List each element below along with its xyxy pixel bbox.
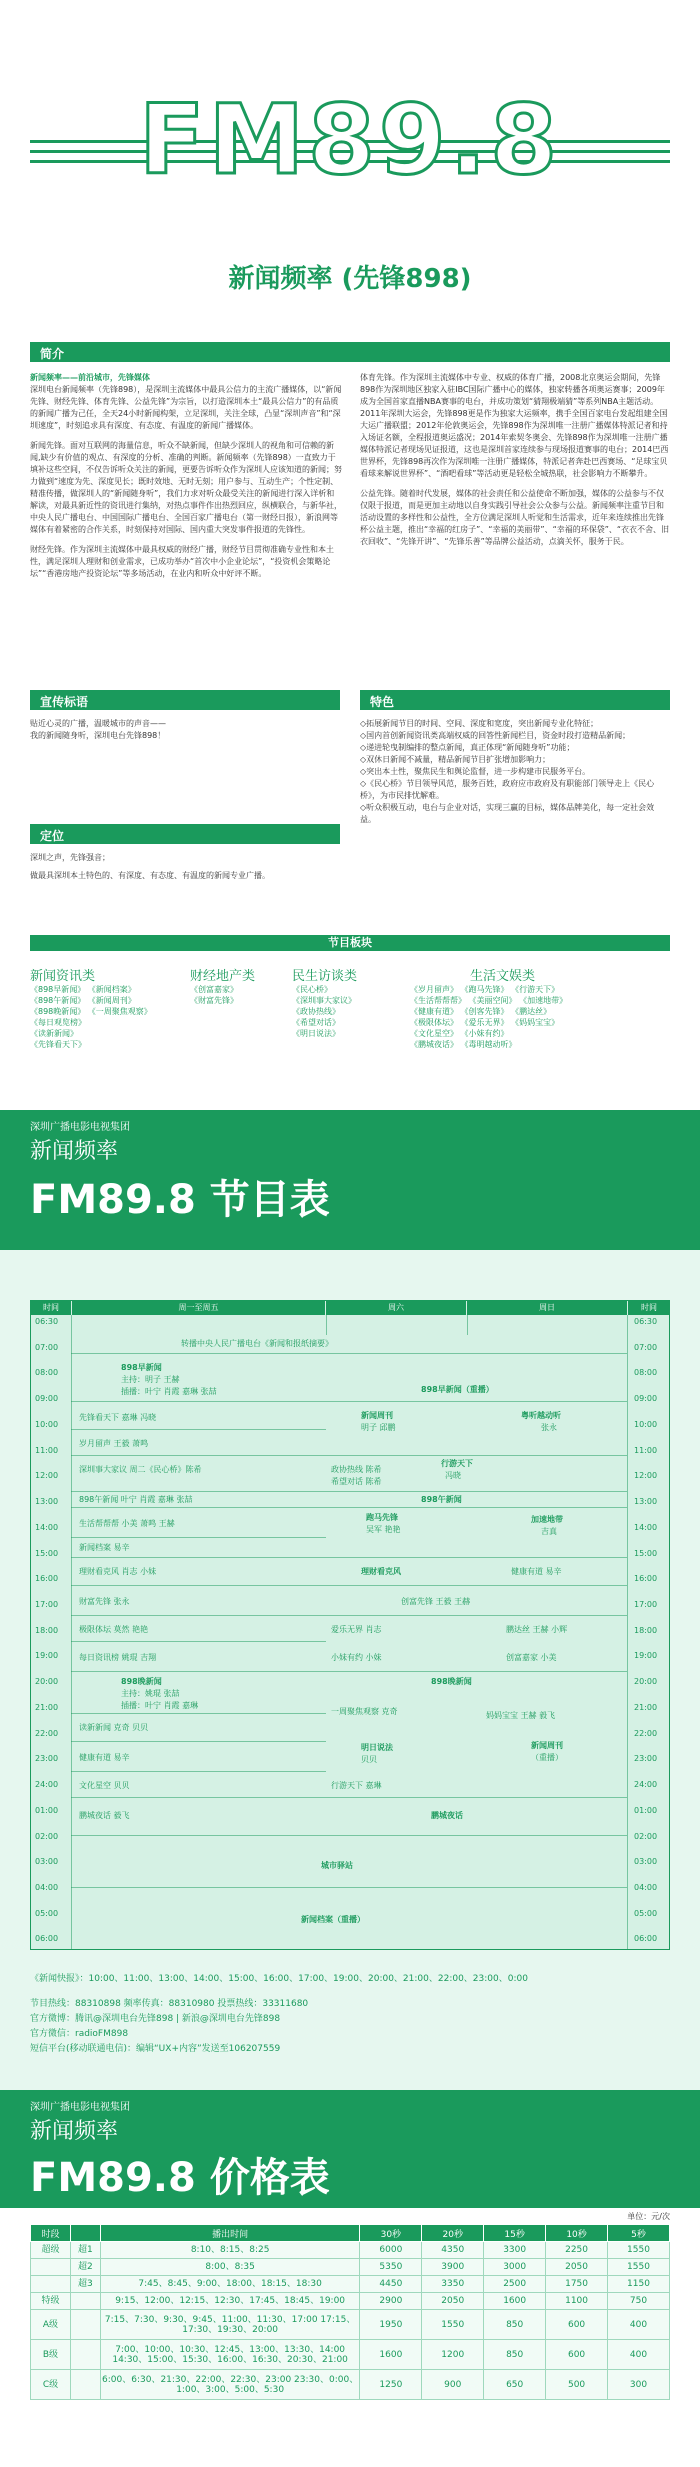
program-item: 《创富嘉家》 — [190, 985, 238, 994]
sched-cell: 加速地带 — [531, 1515, 563, 1524]
price-row — [31, 2293, 670, 2310]
sched-cell: 理财看克风 肖志 小妹 — [79, 1567, 157, 1576]
time-label: 12:00 — [35, 1471, 59, 1481]
price-cell: 超2 — [70, 2259, 100, 2276]
slogan-list — [30, 718, 340, 742]
price-row — [31, 2276, 670, 2293]
time-label: 04:00 — [35, 1882, 59, 1892]
banner-title: FM89.8 节目表 — [30, 1177, 330, 1223]
sched-cell: 粤听越动听 — [521, 1411, 561, 1420]
sched-cell: 希望对话 陈希 — [331, 1477, 382, 1486]
program-item: 《岁月留声》 《跑马先锋》 《行游天下》 — [410, 985, 560, 994]
program-item: 《读新新闻》 — [30, 1029, 78, 1038]
price-cell: 超3 — [70, 2276, 100, 2293]
time-label: 22:00 — [35, 1728, 59, 1738]
time-label: 04:00 — [634, 1882, 658, 1892]
sched-cell: 插播：叶宁 肖霞 嘉琳 — [121, 1701, 199, 1710]
price-row — [31, 2370, 670, 2400]
price-row — [31, 2242, 670, 2259]
price-cell: 超级 — [31, 2242, 71, 2259]
price-header: 15秒 — [484, 2225, 546, 2242]
feature-item: ◇国内首创新闻资讯类高端权威的回答性新闻栏目，资金时段打造精品新闻； — [360, 731, 631, 740]
price-cell: 3900 — [422, 2259, 484, 2276]
time-label: 03:00 — [634, 1857, 658, 1867]
schedule-grid — [30, 1300, 670, 1950]
feature-item: ◇递进轮曳制编排的整点新闻，真正体现“新闻随身听”功能； — [360, 743, 575, 752]
sched-cell: 文化星空 贝贝 — [79, 1781, 130, 1790]
price-cell: 400 — [608, 2310, 670, 2340]
program-item: 《文化星空》 《小妹有约》 — [410, 1029, 509, 1038]
program-item: 《每日观览榜》 — [30, 1018, 86, 1027]
price-cell: 特级 — [31, 2293, 71, 2310]
price-table — [30, 2224, 670, 2400]
position-item: 做最具深圳本土特色的、有深度、有态度、有温度的新闻专业广播。 — [30, 871, 270, 880]
logo: FM89.8 — [139, 84, 561, 196]
time-label: 20:00 — [634, 1677, 658, 1687]
program-col — [410, 965, 672, 1050]
price-header: 播出时间 — [100, 2225, 360, 2242]
sched-cell: 读新新闻 克奇 贝贝 — [79, 1723, 149, 1732]
price-cell: 1550 — [608, 2259, 670, 2276]
sched-cell: 898午新闻 叶宁 肖霞 嘉琳 张喆 — [79, 1495, 193, 1504]
sched-cell: 插播：叶宁 肖霞 嘉琳 张喆 — [121, 1387, 217, 1396]
program-item: 《鹏城夜话》 《毒明越动听》 — [410, 1040, 517, 1049]
grid-line — [71, 1641, 326, 1642]
time-label: 06:30 — [35, 1317, 59, 1326]
sched-cell: 创富先锋 王毅 王赫 — [401, 1597, 471, 1606]
price-header: 10秒 — [546, 2225, 608, 2242]
price-cell — [31, 2276, 71, 2293]
time-label: 11:00 — [35, 1445, 59, 1455]
price-cell: A级 — [31, 2310, 71, 2340]
program-item: 《明日说法》 — [292, 1029, 340, 1038]
price-cell: 1750 — [546, 2276, 608, 2293]
price-cell: 2050 — [546, 2259, 608, 2276]
time-label: 03:00 — [35, 1857, 59, 1867]
sched-cell: 鹏达丝 王赫 小辉 — [506, 1625, 568, 1634]
time-label: 21:00 — [35, 1702, 59, 1712]
price-cell: 1600 — [360, 2340, 422, 2370]
price-cell: 6:00、6:30、21:30、22:00、22:30、23:00 23:30、0:00、1:00、3:00、5:00、5:30 — [100, 2370, 360, 2400]
time-label: 13:00 — [634, 1497, 658, 1507]
sched-cell: 创富嘉家 小美 — [506, 1653, 557, 1662]
sched-cell: 健康有道 易辛 — [511, 1567, 562, 1576]
price-cell: 3300 — [484, 2242, 546, 2259]
sched-cell: 新闻周刊 — [361, 1411, 393, 1420]
time-label: 14:00 — [634, 1522, 658, 1532]
price-cell: 3350 — [422, 2276, 484, 2293]
program-item: 《希望对话》 — [292, 1018, 340, 1027]
grid-line — [71, 1741, 326, 1742]
footer-line: 《新闻快报》：10:00、11:00、13:00、14:00、15:00、16:00、17:00、19:00、20:00、21:00、22:00、23:00、0:00 — [30, 1974, 528, 1984]
price-row — [31, 2259, 670, 2276]
sched-cell: 转播中央人民广播电台《新闻和报纸摘要》 — [181, 1339, 333, 1348]
price-cell: 300 — [608, 2370, 670, 2400]
grid-line — [71, 1797, 627, 1798]
sched-head: 周日 — [467, 1301, 627, 1315]
time-label: 07:00 — [35, 1342, 59, 1352]
price-cell: 850 — [484, 2340, 546, 2370]
time-label: 08:00 — [35, 1368, 59, 1378]
banner-org: 深圳广播电影电视集团 — [30, 2102, 130, 2113]
sched-cell: 财富先锋 张永 — [79, 1597, 130, 1606]
price-header: 20秒 — [422, 2225, 484, 2242]
sched-cell: 898午新闻 — [421, 1495, 462, 1504]
position-item: 深圳之声，先锋强音； — [30, 853, 110, 862]
time-label: 12:00 — [634, 1471, 658, 1481]
intro-p: 新闻先锋。面对互联网的海量信息，听众不缺新闻，但缺少深圳人的视角和可信赖的新闻,缺少有价值的观点、有深度的分析、准确的判断。新闻频率（先锋898）一直致力于填补这些空间，不仅告诉听众关注的新闻，更要告诉听众作为深圳人应该知道的新闻；努力做到“速度为先、深度见长；既时效地、无时无刻；用户参与、互动生产；个性定制、精准传播，做深圳人的“新闻随身听”，我们力求对听众最受关注的新闻进行深入详析和解读，对最具新近性的资讯进行集纳，对热点事件作出热烈回应，纵横联合，与新华社，中央人民广播电台、中国国际广播电台、全国百家广播电台（第一财经日报），新浪网等媒体有着紧密的合作关系，时刻保持对国际、国内重大突发事件报道的先锋性。 — [30, 441, 342, 534]
grid-line — [71, 1887, 627, 1888]
price-cell: B级 — [31, 2340, 71, 2370]
sched-cell: 爱乐无界 肖志 — [331, 1625, 382, 1634]
feature-item: ◇《民心桥》节目领导风范，服务百姓，政府应市政府及有职能部门领导走上《民心桥》，为市民排忧解难。 — [360, 779, 655, 800]
sched-cell: 898早新闻 — [121, 1363, 162, 1372]
footer-line: 官方微信：radioFM898 — [30, 2029, 129, 2039]
time-label: 13:00 — [35, 1497, 59, 1507]
time-label: 19:00 — [35, 1651, 59, 1661]
price-cell — [31, 2259, 71, 2276]
schedule-footer — [30, 1972, 670, 2057]
time-label: 16:00 — [634, 1574, 658, 1584]
sched-cell: 每日资讯榜 姚琨 吉翔 — [79, 1653, 157, 1662]
sched-cell: 小妹有约 小妹 — [331, 1653, 382, 1662]
sched-cell: 生活帮帮帮 小美 萧鸣 王赫 — [79, 1519, 175, 1528]
banner-name: 新闻频率 — [30, 2119, 119, 2144]
sched-cell: 明日说法 — [361, 1743, 393, 1752]
program-item: 《898早新闻》 《新闻档案》 — [30, 985, 136, 994]
time-label: 07:00 — [634, 1342, 658, 1352]
sched-cell: 898早新闻（重播） — [421, 1385, 494, 1394]
price-cell: 1600 — [484, 2293, 546, 2310]
sched-cell: （重播） — [531, 1753, 563, 1762]
position-list — [30, 852, 340, 882]
banner-name: 新闻频率 — [30, 1139, 119, 1164]
grid-line — [71, 1429, 326, 1430]
features-title: 特色 — [360, 690, 670, 710]
grid-line — [71, 1315, 72, 1950]
price-cell: 500 — [546, 2370, 608, 2400]
program-col — [292, 965, 402, 1039]
footer-line: 官方微博：腾讯@深圳电台先锋898 | 新浪@深圳电台先锋898 — [30, 2014, 281, 2024]
intro-title: 简介 — [30, 342, 670, 362]
sched-cell: 岁月留声 王毅 萧鸣 — [79, 1439, 149, 1448]
program-item: 《先锋看天下》 — [30, 1040, 86, 1049]
program-item: 《健康有道》 《创客先锋》 《鹏达丝》 — [410, 1007, 552, 1016]
sched-head: 时间 — [628, 1301, 670, 1315]
sched-cell: 898晚新闻 — [121, 1677, 162, 1686]
sched-cell: 健康有道 易辛 — [79, 1753, 130, 1762]
price-row — [31, 2310, 670, 2340]
price-cell: 8:10、8:15、8:25 — [100, 2242, 360, 2259]
grid-line — [71, 1771, 326, 1772]
feature-item: ◇听众积极互动，电台与企业对话，实现三赢的目标，媒体品牌美化，每一定社会效益。 — [360, 803, 655, 824]
price-cell: 4450 — [360, 2276, 422, 2293]
price-cell: 2250 — [546, 2242, 608, 2259]
sched-cell: 妈妈宝宝 王赫 毅飞 — [486, 1711, 556, 1720]
grid-line — [71, 1353, 627, 1354]
price-cell: 900 — [422, 2370, 484, 2400]
sched-cell: 冯晓 — [445, 1471, 461, 1480]
price-cell — [70, 2340, 100, 2370]
sched-cell: 鹏城夜话 — [431, 1811, 463, 1820]
grid-line — [71, 1585, 627, 1586]
time-label: 09:00 — [35, 1394, 59, 1404]
time-label: 05:00 — [634, 1908, 658, 1918]
intro-p: 新闻频率——前沿城市，先锋媒体 — [30, 373, 150, 382]
price-cell: 3000 — [484, 2259, 546, 2276]
program-col-title: 民生访谈类 — [292, 969, 358, 984]
sched-cell: 吴军 艳艳 — [366, 1525, 401, 1534]
sched-cell: 城市驿站 — [321, 1861, 353, 1870]
time-label: 15:00 — [35, 1548, 59, 1558]
sched-cell: 先锋看天下 嘉琳 冯晓 — [79, 1413, 157, 1422]
sched-cell: 行游天下 嘉琳 — [331, 1781, 382, 1790]
grid-line — [71, 1537, 326, 1538]
price-cell: 2050 — [422, 2293, 484, 2310]
program-item: 《深圳事大家议》 — [292, 996, 356, 1005]
price-cell: 2900 — [360, 2293, 422, 2310]
footer-line: 节目热线：88310898 频率传真：88310980 投票热线：33311680 — [30, 1999, 309, 2009]
price-row — [31, 2340, 670, 2370]
sched-head: 时间 — [31, 1301, 71, 1315]
schedule-banner — [0, 1110, 700, 1252]
slogan-title: 宣传标语 — [30, 690, 340, 710]
price-cell: 650 — [484, 2370, 546, 2400]
sched-cell: 极限体坛 莫然 艳艳 — [79, 1625, 149, 1634]
sched-cell: 张永 — [541, 1423, 557, 1432]
time-label: 06:00 — [35, 1934, 59, 1944]
time-label: 14:00 — [35, 1522, 59, 1532]
grid-line — [71, 1835, 627, 1836]
sched-cell: 贝贝 — [361, 1755, 377, 1764]
schedule — [0, 1250, 700, 2090]
header — [0, 0, 700, 300]
program-item: 《898晚新闻》 《一周聚焦观察》 — [30, 1007, 152, 1016]
time-label: 02:00 — [634, 1831, 658, 1841]
grid-line — [71, 1455, 627, 1456]
time-label: 19:00 — [634, 1651, 658, 1661]
price-banner — [0, 2090, 700, 2208]
grid-line — [71, 1671, 627, 1672]
sched-cell: 主持：明子 王赫 — [121, 1375, 180, 1384]
programs-bar — [30, 935, 670, 951]
time-label: 05:00 — [35, 1908, 59, 1918]
price-cell — [70, 2370, 100, 2400]
intro-left — [30, 372, 342, 580]
time-label: 20:00 — [35, 1677, 59, 1687]
grid-line — [71, 1557, 627, 1558]
price-cell — [70, 2293, 100, 2310]
price-cell — [70, 2310, 100, 2340]
program-item: 《生活帮帮帮》 《美丽空间》 《加速地带》 — [410, 996, 568, 1005]
time-label: 01:00 — [35, 1805, 59, 1815]
price-cell: 850 — [484, 2310, 546, 2340]
program-item: 《政协热线》 — [292, 1007, 340, 1016]
price-cell: 超1 — [70, 2242, 100, 2259]
program-col-title: 生活文娱类 — [470, 969, 536, 984]
intro-p: 深圳电台新闻频率（先锋898），是深圳主流媒体中最具公信力的主流广播媒体，以“新闻先锋、财经先锋、体育先锋、公益先锋”为宗旨，以打造深圳本土“最具公信力”的有品质的新闻广播为己任，全天24小时新闻构架，立足深圳，关注全球，凸显“深圳声音”和“深圳速度”，时刻追求具有深度、有态度、有温度的新闻广播媒体。 — [30, 385, 342, 430]
program-col-title: 新闻资讯类 — [30, 969, 96, 984]
price-header: 时段 — [31, 2225, 71, 2242]
time-label: 11:00 — [634, 1445, 658, 1455]
grid-line — [71, 1401, 627, 1402]
price-cell: 750 — [608, 2293, 670, 2310]
footer-line: 短信平台(移动联通电信)：编辑“UX+内容”发送至106207559 — [30, 2044, 281, 2054]
sched-head: 周六 — [326, 1301, 466, 1315]
time-label: 09:00 — [634, 1394, 658, 1404]
time-label: 10:00 — [35, 1419, 59, 1429]
time-label: 23:00 — [634, 1754, 658, 1764]
price-cell: C级 — [31, 2370, 71, 2400]
time-label: 15:00 — [634, 1548, 658, 1558]
program-col — [190, 965, 280, 1006]
sched-cell: 理财看克风 — [361, 1567, 401, 1576]
time-label: 22:00 — [634, 1728, 658, 1738]
intro-right — [360, 372, 670, 548]
features-list — [360, 718, 670, 826]
price-cell: 8:00、8:35 — [100, 2259, 360, 2276]
grid-line — [467, 1315, 468, 1335]
grid-line — [326, 1315, 327, 1335]
intro-p: 体育先锋。作为深圳主流媒体中专业、权威的体育广播，2008北京奥运会期间，先锋898作为深圳地区独家入驻IBC国际广播中心的媒体，独家转播各项奥运赛事；2009年成为全国首家直播NBA赛事的电台，并成功策划“猜翔极端猜”等系列NBA主题活动。2011年深圳大运会，先锋898更是作为独家大运频率，携手全国百家电台发起组建全国大运广播联盟；2012年伦敦奥运会，先锋898作为深圳唯一注册广播媒体特派记者和持入场证名额，全程报道奥运盛况；2014年索契冬奥会、先锋898作为深圳唯一注册广播媒体特派记者现场见证报道，这也是深圳首家连续参与现场报道赛事的电台；2014巴西世界杯，先锋898再次作为深圳唯一注册广播媒体，特派记者奔赴巴西赛场、“足球宝贝看球来解说世界杯”、“酒吧看球”等活动更是轻松全城热联，社会影响力不断攀升。 — [360, 373, 669, 478]
price-unit: 单位：元/次 — [627, 2212, 670, 2221]
program-col-title: 财经地产类 — [190, 969, 256, 984]
programs-title: 节目板块 — [328, 936, 372, 949]
price-cell: 5350 — [360, 2259, 422, 2276]
sched-cell: 明子 邱鹏 — [361, 1423, 396, 1432]
time-label: 16:00 — [35, 1574, 59, 1584]
sched-cell: 主持：姚琨 张喆 — [121, 1689, 180, 1698]
time-label: 17:00 — [634, 1599, 658, 1609]
sched-cell: 新闻档案 易辛 — [79, 1543, 130, 1552]
time-label: 18:00 — [634, 1625, 658, 1635]
sched-cell: 新闻档案（重播） — [301, 1915, 365, 1924]
price-cell: 1250 — [360, 2370, 422, 2400]
subtitle: 新闻频率 (先锋898) — [228, 264, 472, 294]
time-label: 18:00 — [35, 1625, 59, 1635]
price-header: 30秒 — [360, 2225, 422, 2242]
price-header — [70, 2225, 100, 2242]
price-header: 5秒 — [608, 2225, 670, 2242]
program-item: 《极限体坛》 《爱乐无界》 《妈妈宝宝》 — [410, 1018, 560, 1027]
sched-cell: 吉真 — [541, 1527, 557, 1536]
time-label: 17:00 — [35, 1599, 59, 1609]
slogan-item: 贴近心灵的广播，温暖城市的声音—— — [30, 719, 166, 728]
time-label: 21:00 — [634, 1702, 658, 1712]
position-title: 定位 — [30, 824, 340, 844]
price-cell: 1150 — [608, 2276, 670, 2293]
price-cell: 2500 — [484, 2276, 546, 2293]
price-cell: 7:00、10:00、10:30、12:45、13:00、13:30、14:00 14:30、15:00、15:30、16:00、16:30、20:30、21:00 — [100, 2340, 360, 2370]
intro-p: 公益先锋。随着时代发展，媒体的社会责任和公益使命不断加强，媒体的公益参与不仅仅限于报道，而是更加主动地以自身实践引导社会公众参与公益。新闻频率注重节目和活动设置的多样性和公益性，全方位满足深圳人听觉和生活需求，近年来连续推出先锋杯公益主题，推出“幸福的红房子”、“幸福的美丽带”、“幸福的环保袋”、“衣衣不舍、旧衣回收”、“先锋开讲”、“先锋乐善”等品牌公益活动，点滴关怀，服务于民。 — [360, 489, 670, 546]
time-label: 06:30 — [634, 1317, 658, 1326]
feature-item: ◇突出本土性，聚焦民生和舆论监督，进一步构建市民服务平台。 — [360, 767, 591, 776]
sched-cell: 行游天下 — [441, 1459, 473, 1468]
sched-cell: 政协热线 陈希 — [331, 1465, 382, 1474]
slogan-item: 我的新闻随身听，深圳电台先锋898！ — [30, 731, 166, 740]
program-item: 《财富先锋》 — [190, 996, 238, 1005]
sched-cell: 一周聚焦观察 克奇 — [331, 1707, 398, 1716]
sched-cell: 鹏城夜话 毅飞 — [79, 1811, 130, 1820]
price-cell: 600 — [546, 2340, 608, 2370]
sched-cell: 新闻周刊 — [531, 1741, 563, 1750]
feature-item: ◇双休日新闻不减量，精品新闻节目扩张增加影响力； — [360, 755, 551, 764]
price-cell: 6000 — [360, 2242, 422, 2259]
time-label: 06:00 — [634, 1934, 658, 1944]
time-label: 02:00 — [35, 1831, 59, 1841]
price-cell: 1950 — [360, 2310, 422, 2340]
program-item: 《民心桥》 — [292, 985, 332, 994]
time-label: 24:00 — [634, 1780, 658, 1790]
time-label: 23:00 — [35, 1754, 59, 1764]
feature-item: ◇拓展新闻节目的时间、空间、深度和宽度，突出新闻专业化特征； — [360, 719, 599, 728]
price-cell: 9:15、12:00、12:15、12:30、17:45、18:45、19:00 — [100, 2293, 360, 2310]
time-label: 01:00 — [634, 1805, 658, 1815]
price-cell: 4350 — [422, 2242, 484, 2259]
sched-cell: 跑马先锋 — [366, 1513, 398, 1522]
grid-line — [627, 1315, 628, 1950]
sched-head: 周一至周五 — [72, 1301, 325, 1315]
price-cell: 7:45、8:45、9:00、18:00、18:15、18:30 — [100, 2276, 360, 2293]
time-label: 10:00 — [634, 1419, 658, 1429]
price-cell: 400 — [608, 2340, 670, 2370]
time-label: 24:00 — [35, 1780, 59, 1790]
sched-cell: 深圳事大家议 周二《民心桥》陈希 — [79, 1465, 202, 1474]
grid-line — [71, 1507, 627, 1508]
price-cell: 1200 — [422, 2340, 484, 2370]
banner-title: FM89.8 价格表 — [30, 2155, 330, 2201]
price-cell: 600 — [546, 2310, 608, 2340]
price-cell: 1550 — [422, 2310, 484, 2340]
grid-line — [71, 1615, 627, 1616]
program-col — [30, 965, 180, 1050]
price-cell: 1100 — [546, 2293, 608, 2310]
price-cell: 1550 — [608, 2242, 670, 2259]
banner-org: 深圳广播电影电视集团 — [30, 1122, 130, 1133]
time-label: 08:00 — [634, 1368, 658, 1378]
sched-cell: 898晚新闻 — [431, 1677, 472, 1686]
grid-line — [71, 1491, 627, 1492]
price-cell: 7:15、7:30、9:30、9:45、11:00、11:30、17:00 17:15、17:30、19:30、20:00 — [100, 2310, 360, 2340]
grid-line — [71, 1713, 326, 1714]
intro-p: 财经先锋。作为深圳主流媒体中最具权威的财经广播，财经节目贯彻准确专业性和本土性，满足深圳人理财和创业需求，已成功举办“首次中小企业论坛”，“投资机会策略论坛”“香港房地产投资论坛”等多场活动，在业内和听众中好评不断。 — [30, 545, 334, 578]
program-item: 《898午新闻》 《新闻周刊》 — [30, 996, 136, 1005]
